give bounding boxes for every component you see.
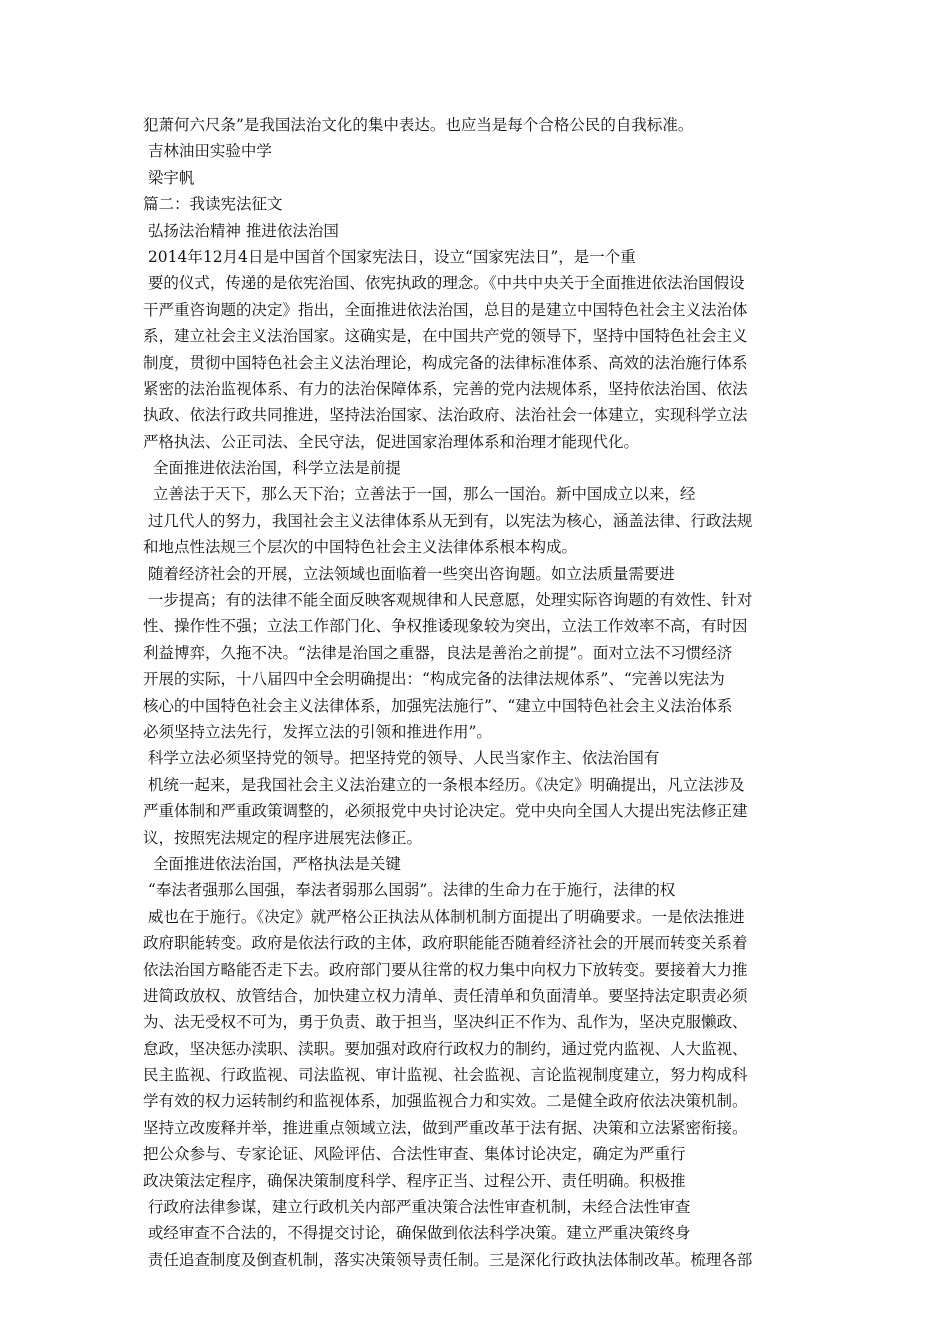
text-line: 紧密的法治监视体系、有力的法治保障体系，完善的党内法规体系，坚持依法治国、依法 (143, 379, 748, 398)
text-line: 全面推进依法治国，严格执法是关键 (143, 854, 401, 873)
text-line: 吉林油田实验中学 (143, 142, 272, 161)
text-line: 弘扬法治精神 推进依法治国 (143, 221, 339, 240)
text-line: 依法治国方略能否走下去。政府部门要从往常的权力集中向权力下放转变。要接着大力推 (143, 960, 748, 979)
text-line: 2014年12月4日是中国首个国家宪法日，设立“国家宪法日”，是一个重 (143, 247, 636, 266)
text-line: 随着经济社会的开展，立法领域也面临着一些突出咨询题。如立法质量需要进 (143, 564, 675, 583)
text-line: 严格执法、公正司法、全民守法，促进国家治理体系和治理才能现代化。 (143, 432, 640, 451)
text-line: 为、法无受权不可为，勇于负责、敢于担当，坚决纠正不作为、乱作为，坚决克服懒政、 (143, 1013, 748, 1032)
text-line: 执政、依法行政共同推进，坚持法治国家、法治政府、法治社会一体建立，实现科学立法 (143, 406, 748, 425)
text-line: 科学立法必须坚持党的领导。把坚持党的领导、人民当家作主、依法治国有 (143, 749, 660, 768)
text-line: 性、操作性不强；立法工作部门化、争权推诿现象较为突出，立法工作效率不高，有时因 (143, 617, 748, 636)
text-line: 严重体制和严重政策调整的，必须报党中央讨论决定。党中央向全国人大提出宪法修正建 (143, 802, 748, 821)
text-line: 政决策法定程序，确保决策制度科学、程序正当、过程公开、责任明确。积极推 (143, 1171, 686, 1190)
text-line: 立善法于天下，那么天下治；立善法于一国，那么一国治。新中国成立以来，经 (143, 485, 696, 504)
text-line: 坚持立改废释并举，推进重点领域立法，做到严重改革于法有据、决策和立法紧密衔接。 (143, 1118, 748, 1137)
text-line: 开展的实际，十八届四中全会明确提出：“构成完备的法律法规体系”、“完善以宪法为 (143, 670, 725, 689)
text-line: 一步提高；有的法律不能全面反映客观规律和人民意愿，处理实际咨询题的有效性、针对 (143, 591, 753, 610)
text-line: 和地点性法规三个层次的中国特色社会主义法律体系根本构成。 (143, 538, 578, 557)
text-line: 学有效的权力运转制约和监视体系，加强监视合力和实效。二是健全政府依法决策机制。 (143, 1092, 748, 1111)
text-line: 犯萧何六尺条”是我国法治文化的集中表达。也应当是每个合格公民的自我标准。 (143, 116, 694, 134)
text-line: 要的仪式，传递的是依宪治国、依宪执政的理念。《中共中央关于全面推进依法治国假设 (143, 274, 745, 293)
text-line: 政府职能转变。政府是依法行政的主体，政府职能能否随着经济社会的开展而转变关系着 (143, 934, 748, 953)
text-line: 过几代人的努力，我国社会主义法律体系从无到有，以宪法为核心，涵盖法律、行政法规 (143, 511, 753, 530)
text-line: 或经审查不合法的，不得提交讨论，确保做到依法科学决策。建立严重决策终身 (143, 1224, 691, 1243)
text-line: 篇二：我读宪法征文 (143, 195, 283, 214)
text-line: 机统一起来，是我国社会主义法治建立的一条根本经历。《决定》明确提出，凡立法涉及 (143, 775, 745, 794)
text-line: 干严重咨询题的决定》指出，全面推进依法治国，总目的是建立中国特色社会主义法治体 (143, 300, 748, 319)
text-line: 制度，贯彻中国特色社会主义法治理论，构成完备的法律标准体系、高效的法治施行体系 (143, 353, 748, 372)
text-line: 议，按照宪法规定的程序进展宪法修正。 (143, 828, 423, 847)
text-line: 进简政放权、放管结合，加快建立权力清单、责任清单和负面清单。要坚持法定职责必须 (143, 986, 748, 1005)
text-line: 行政府法律参谋，建立行政机关内部严重决策合法性审查机制，未经合法性审查 (143, 1198, 691, 1217)
text-line: “奉法者强那么国强，奉法者弱那么国弱”。法律的生命力在于施行，法律的权 (143, 881, 676, 900)
text-line: 必须坚持立法先行，发挥立法的引领和推进作用”。 (143, 722, 492, 741)
text-line: 威也在于施行。《决定》就严格公正执法从体制机制方面提出了明确要求。一是依法推进 (143, 907, 745, 926)
text-line: 责任追查制度及倒查机制，落实决策领导责任制。三是深化行政执法体制改革。梳理各部 (143, 1250, 753, 1269)
text-line: 核心的中国特色社会主义法律体系，加强宪法施行”、“建立中国特色社会主义法治体系 (143, 696, 733, 715)
document-body (143, 112, 813, 1273)
text-line: 怠政，坚决惩办渎职、渎职。要加强对政府行政权力的制约，通过党内监视、人大监视、 (143, 1039, 748, 1058)
text-line: 利益博弈，久拖不决。“法律是治国之重器，良法是善治之前提”。面对立法不习惯经济 (143, 643, 733, 662)
text-line: 系，建立社会主义法治国家。这确实是，在中国共产党的领导下，坚持中国特色社会主义 (143, 327, 748, 346)
text-line: 全面推进依法治国，科学立法是前提 (143, 459, 401, 478)
text-line: 把公众参与、专家论证、风险评估、合法性审查、集体讨论决定，确定为严重行 (143, 1145, 686, 1164)
text-line: 民主监视、行政监视、司法监视、审计监视、社会监视、言论监视制度建立，努力构成科 (143, 1066, 748, 1085)
text-line: 梁宇帆 (143, 168, 195, 187)
